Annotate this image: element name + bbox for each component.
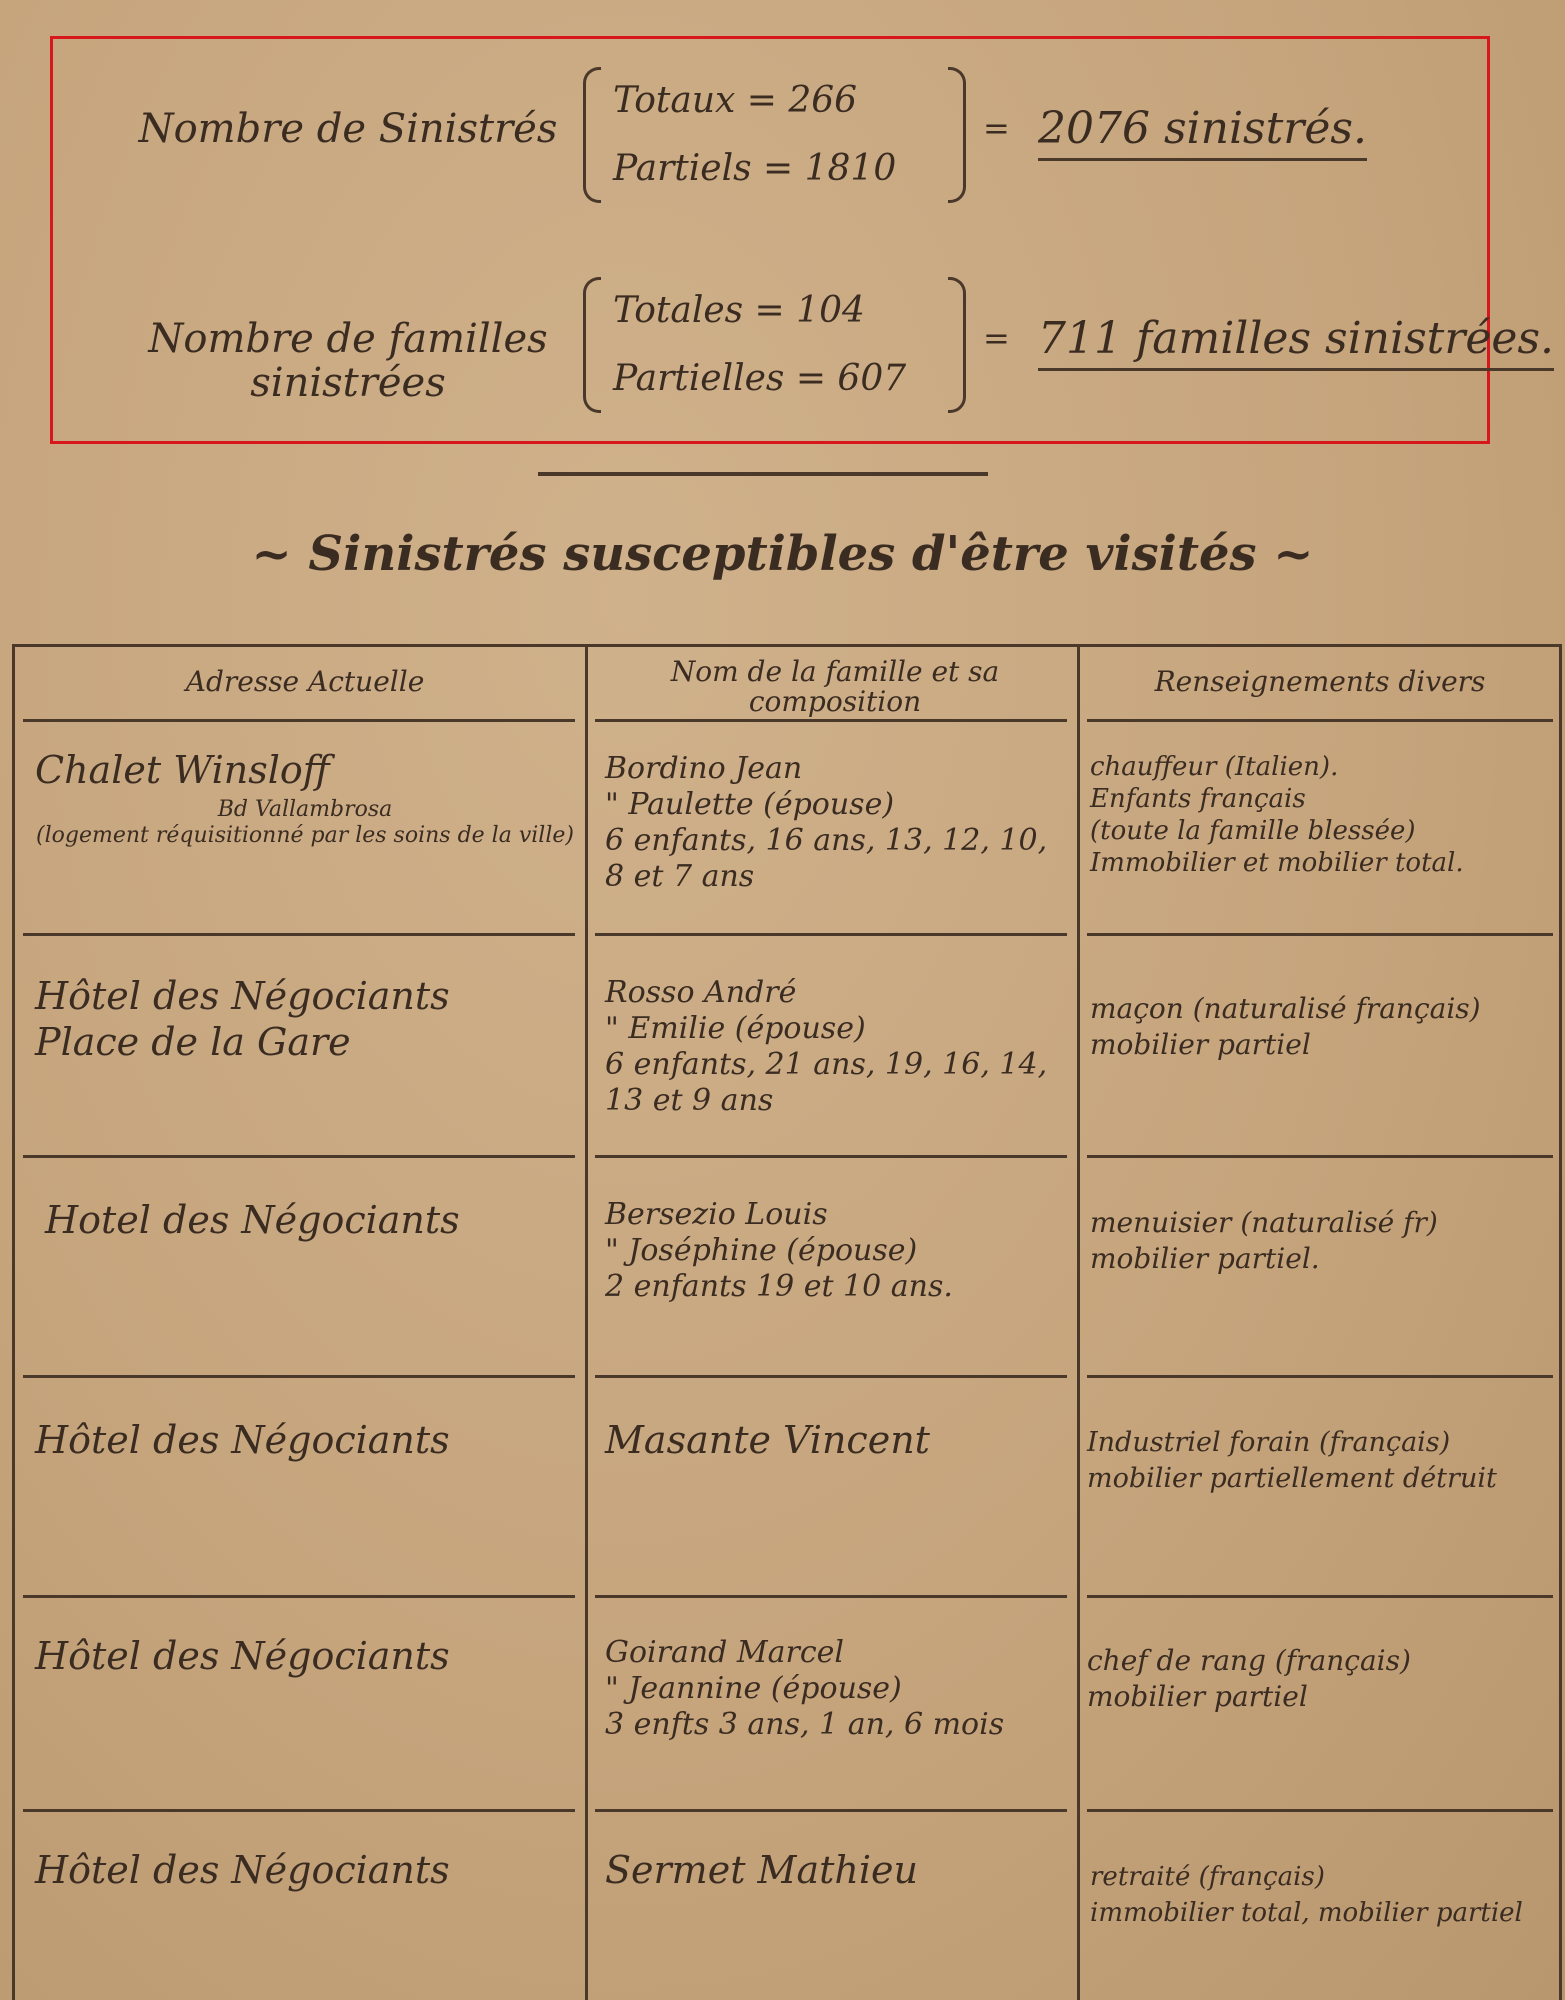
row-family: Rosso André " Emilie (épouse) 6 enfants, 21 ans, 19, 16, 14, 13 et 9 ans (605, 975, 1048, 1118)
section-divider (538, 472, 988, 476)
left-brace (583, 67, 601, 203)
row-address: Hotel des Négociants (45, 1198, 460, 1242)
row-address: Hôtel des Négociants (35, 1634, 450, 1678)
victims-table (12, 644, 1562, 2000)
row-rule (23, 1375, 575, 1378)
summary-item: Partiels = 1810 (613, 148, 897, 189)
right-brace (948, 67, 966, 203)
summary-item: Totaux = 266 (613, 80, 858, 121)
row-rule (23, 1595, 575, 1598)
header-rule (595, 719, 1067, 722)
summary-box (50, 36, 1555, 444)
row-rule (23, 1155, 575, 1158)
row-address: Chalet Winsloff (35, 748, 330, 792)
table-title: ~ Sinistrés susceptibles d'être visités ~ (251, 526, 1314, 582)
summary-label: Nombre de familles sinistrées (148, 316, 548, 406)
row-address: Hôtel des Négociants Place de la Gare (35, 974, 450, 1064)
row-rule (1087, 1155, 1553, 1158)
summary-label: Nombre de Sinistrés (138, 106, 558, 152)
row-address-detail: Bd Vallambrosa (logement réquisitionné par les soins de la ville) (36, 797, 574, 848)
summary-total: 711 familles sinistrées. (1038, 313, 1554, 371)
header-rule (1087, 719, 1553, 722)
row-rule (595, 1155, 1067, 1158)
row-info: chauffeur (Italien). Enfants français (toute la famille blessée) Immobilier et mobilier total. (1090, 752, 1464, 878)
summary-items (613, 67, 943, 203)
row-info: maçon (naturalisé français) mobilier partiel (1090, 992, 1481, 1061)
row-rule (595, 933, 1067, 936)
summary-item: Totales = 104 (613, 290, 865, 331)
equals-sign: = (983, 319, 1010, 357)
header-family: Nom de la famille et sa composition (670, 655, 1000, 718)
row-family: Sermet Mathieu (605, 1848, 918, 1892)
header-rule (23, 719, 575, 722)
row-family: Masante Vincent (605, 1418, 930, 1462)
row-rule (595, 1595, 1067, 1598)
row-address: Hôtel des Négociants (35, 1848, 450, 1892)
row-address: Hôtel des Négociants (35, 1418, 450, 1462)
header-address: Adresse Actuelle (185, 665, 425, 698)
row-rule (595, 1375, 1067, 1378)
row-rule (1087, 1809, 1553, 1812)
summary-items (613, 277, 943, 413)
summary-sinistres (53, 59, 1487, 229)
right-brace (948, 277, 966, 413)
row-family: Bersezio Louis " Joséphine (épouse) 2 enfants 19 et 10 ans. (605, 1197, 953, 1304)
row-info: retraité (français) immobilier total, mobilier partiel (1090, 1862, 1523, 1928)
left-brace (583, 277, 601, 413)
column-divider (585, 647, 588, 2000)
row-rule (23, 1809, 575, 1812)
row-rule (595, 1809, 1067, 1812)
row-info: chef de rang (français) mobilier partiel (1087, 1644, 1411, 1713)
row-rule (1087, 1375, 1553, 1378)
row-info: menuisier (naturalisé fr) mobilier partiel. (1090, 1206, 1438, 1275)
row-family: Bordino Jean " Paulette (épouse) 6 enfants, 16 ans, 13, 12, 10, 8 et 7 ans (605, 751, 1048, 894)
summary-total: 2076 sinistrés. (1038, 103, 1367, 161)
row-family: Goirand Marcel " Jeannine (épouse) 3 enfts 3 ans, 1 an, 6 mois (605, 1635, 1005, 1742)
header-info: Renseignements divers (1154, 665, 1486, 698)
summary-familles (53, 269, 1555, 439)
row-rule (1087, 933, 1553, 936)
row-rule (23, 933, 575, 936)
row-rule (1087, 1595, 1553, 1598)
equals-sign: = (983, 109, 1010, 147)
row-info: Industriel forain (français) mobilier partiellement détruit (1087, 1427, 1497, 1494)
summary-item: Partielles = 607 (613, 358, 907, 399)
column-divider (1077, 647, 1080, 2000)
